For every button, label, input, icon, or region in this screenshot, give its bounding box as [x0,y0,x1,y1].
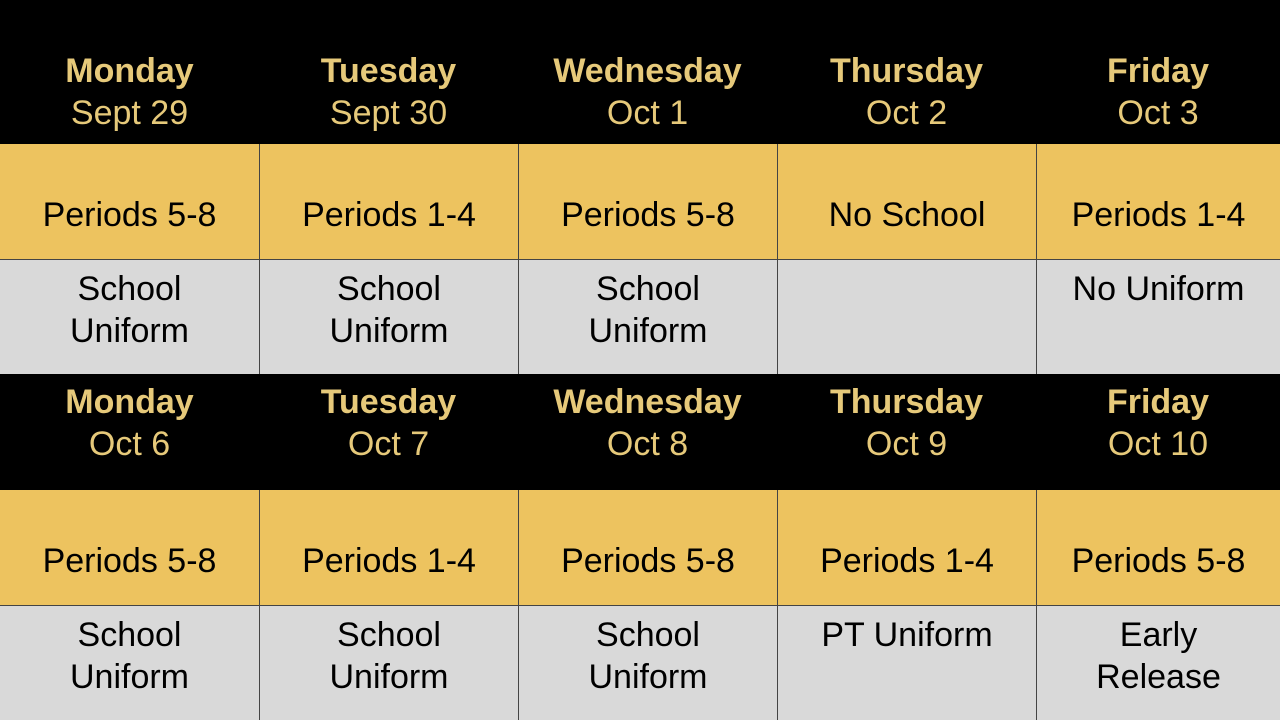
period-cell: Periods 5-8 [0,490,259,605]
week2-header-monday [0,374,259,490]
day-date: Oct 6 [88,425,171,463]
week1-header-monday [0,0,259,144]
day-name: Tuesday [320,52,457,90]
period-cell: Periods 5-8 [0,144,259,259]
uniform-cell [777,606,1036,720]
uniform-cell [1036,260,1280,374]
day-name: Friday [1106,52,1210,90]
day-name: Friday [1106,383,1210,421]
week2-header-thursday [777,374,1036,490]
uniform-cell [259,260,518,374]
uniform-text: School Uniform [588,616,708,696]
day-date: Oct 1 [606,94,689,132]
day-name: Tuesday [320,383,457,421]
day-name: Wednesday [553,52,742,90]
uniform-cell [1036,606,1280,720]
week2-header-row [0,374,1280,490]
week1-header-row [0,0,1280,144]
week2-header-friday [1036,374,1280,490]
day-name: Monday [65,52,194,90]
uniform-text: PT Uniform [821,616,993,654]
period-cell: Periods 5-8 [518,144,777,259]
period-cell: Periods 1-4 [1036,144,1280,259]
period-cell: Periods 1-4 [259,144,518,259]
week1-uniform-row [0,259,1280,374]
week1-header-tuesday [259,0,518,144]
day-date: Oct 10 [1107,425,1209,463]
day-name: Thursday [829,383,984,421]
period-cell: Periods 5-8 [1036,490,1280,605]
day-name: Thursday [829,52,984,90]
week1-header-thursday [777,0,1036,144]
week2-period-row [0,490,1280,605]
week1-header-wednesday [518,0,777,144]
uniform-text: School Uniform [329,616,449,696]
period-cell: Periods 1-4 [777,490,1036,605]
day-date: Oct 7 [347,425,430,463]
day-date: Sept 30 [329,94,448,132]
period-cell: Periods 1-4 [259,490,518,605]
uniform-cell [777,260,1036,374]
week2-header-tuesday [259,374,518,490]
uniform-cell [0,260,259,374]
uniform-cell [518,606,777,720]
uniform-cell [518,260,777,374]
uniform-cell [259,606,518,720]
uniform-text: School Uniform [329,270,449,350]
day-name: Wednesday [553,383,742,421]
week1-header-friday [1036,0,1280,144]
uniform-text: School Uniform [69,270,190,350]
uniform-text: Early Release [1096,616,1221,696]
uniform-text: School Uniform [588,270,708,350]
day-date: Oct 8 [606,425,689,463]
period-cell: No School [777,144,1036,259]
uniform-cell [0,606,259,720]
uniform-text: No Uniform [1072,270,1245,308]
period-cell: Periods 5-8 [518,490,777,605]
day-name: Monday [65,383,194,421]
week1-period-row [0,144,1280,259]
day-date: Oct 9 [865,425,948,463]
week2-header-wednesday [518,374,777,490]
day-date: Oct 2 [865,94,948,132]
week2-uniform-row [0,605,1280,720]
uniform-text: School Uniform [69,616,190,696]
day-date: Oct 3 [1117,94,1199,132]
day-date: Sept 29 [70,94,189,132]
